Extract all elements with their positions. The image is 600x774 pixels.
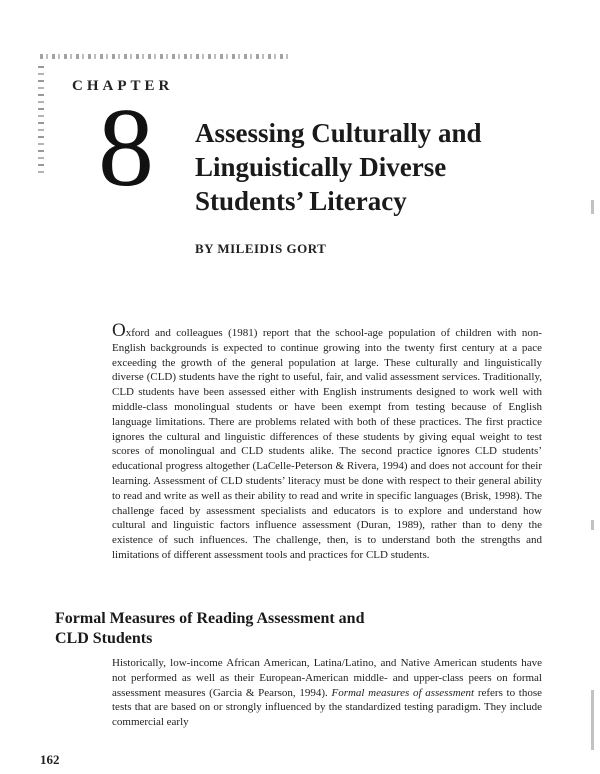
- drop-cap: O: [112, 320, 126, 341]
- intro-paragraph: [112, 320, 542, 563]
- section-heading: Formal Measures of Reading Assessment and CLD Students: [55, 610, 365, 647]
- scan-artifact-right: [591, 200, 594, 214]
- section-paragraph: [112, 656, 542, 730]
- chapter-number: 8: [98, 86, 154, 210]
- scan-artifact-right: [591, 690, 594, 750]
- section-paragraph-text-end: refers to those tests that are based on or strongly influenced by the standardized testing paradigm. They include commercial early: [112, 686, 542, 729]
- scan-artifact-right: [591, 520, 594, 530]
- author-byline: BY MILEIDIS GORT: [195, 241, 327, 256]
- scan-artifact-left: [38, 66, 44, 176]
- intro-paragraph-text: xford and colleagues (1981) report that the school-age population of children with non-English backgrounds is expected to continue growing into the twenty first century at a pace exceeding the growth of the general population at large. These culturally and linguistically diverse (CLD) students have the right to useful, fair, and valid assessment services. Traditionally, CLD students have been assessed either with English instruments designed to work well with middle-class monolingual students or have been exempt from testing because of English language limitations. There are problems related with both of these practices. The first practice ignores the cultural and linguistic differences of these students by giving equal weight to test scores of monolingual and CLD students alike. The second practice ignores CLD students’ educational progress altogether (LaCelle-Peterson & Rivera, 1994) and does not account for their learning. Assessment of CLD students’ literacy must be done with respect to their general ability to read and write as well as their ability to read and write in specific languages (Brisk, 1998). The challenge faced by assessment specialists and educators is to explore and understand how cultural and linguistic factors influence assessment (Duran, 1989), rather than to deny the existence of such influences. The challenge, then, is to understand both the strengths and limitations of different assessment tools and practices for CLD students.: [112, 327, 542, 561]
- page-number: 162: [40, 752, 60, 767]
- chapter-title: Assessing Culturally and Linguistically Diverse Students’ Literacy: [195, 118, 482, 216]
- section-paragraph-text-start: Historically, low-income African American, Latina/Latino, and Native American students have not performed as well as their European-American middle- and upper-class peers on formal assessment measures (Garcia & Pearson, 1994).: [112, 657, 542, 699]
- chapter-label: CHAPTER: [72, 78, 174, 94]
- scan-artifact-top: [40, 54, 290, 59]
- section-paragraph-italic-term: Formal measures of assessment: [331, 686, 475, 699]
